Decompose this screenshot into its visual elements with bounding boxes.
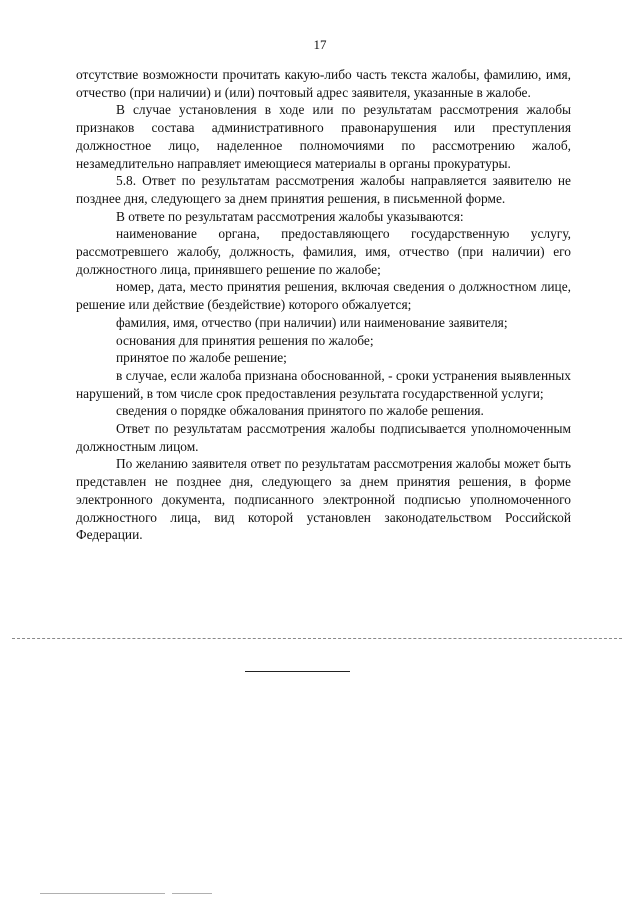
list-item-grounds: основания для принятия решения по жалобе; bbox=[116, 332, 374, 348]
paragraph-4: В ответе по результатам рассмотрения жалобы указываются: bbox=[116, 208, 464, 224]
page-number: 17 bbox=[313, 37, 327, 52]
list-item-authority: наименование органа, предоставляющего государственную услугу, рассмотревшего жалобу, должность, фамилия, имя, отчество (при наличии) его должностного лица, принявшего решение по жалобе; bbox=[76, 226, 571, 277]
list-item-applicant: фамилия, имя, отчество (при наличии) или наименование заявителя; bbox=[116, 314, 508, 330]
document-body bbox=[76, 66, 571, 544]
paragraph-3: 5.8. Ответ по результатам рассмотрения жалобы направляется заявителю не позднее дня, следующего за днем принятия решения, в письменной форме. bbox=[76, 173, 571, 206]
scan-dashed-line bbox=[12, 638, 622, 639]
paragraph-2: В случае установления в ходе или по результатам рассмотрения жалобы признаков состава административного правонарушения или преступления должностное лицо, наделенное полномочиями по рассмотрению жалоб, незамедлительно направляет имеющиеся материалы в органы прокуратуры. bbox=[76, 102, 571, 171]
list-item-decision: принятое по жалобе решение; bbox=[116, 350, 287, 366]
end-of-text-rule bbox=[245, 671, 350, 672]
list-item-appeal-procedure: сведения о порядке обжалования принятого по жалобе решения. bbox=[116, 403, 484, 419]
paragraph-signature: Ответ по результатам рассмотрения жалобы подписывается уполномоченным должностным лицом. bbox=[76, 421, 571, 454]
paragraph-electronic-form: По желанию заявителя ответ по результатам рассмотрения жалобы может быть представлен не позднее дня, следующего за днем принятия решения, в форме электронного документа, подписанного электронной подписью уполномоченного должностного лица, вид которой установлен законодательством Российской Федерации. bbox=[76, 456, 571, 543]
list-item-remedy-terms: в случае, если жалоба признана обоснованной, - сроки устранения выявленных нарушений, в том числе срок предоставления результата государственной услуги; bbox=[76, 367, 571, 401]
paragraph-1: отсутствие возможности прочитать какую-либо часть текста жалобы, фамилию, имя, отчество (при наличии) и (или) почтовый адрес заявителя, указанные в жалобе. bbox=[76, 67, 571, 100]
footer-rule-left bbox=[40, 893, 165, 894]
footer-rule-right bbox=[172, 893, 212, 894]
list-item-decision-details: номер, дата, место принятия решения, включая сведения о должностном лице, решение или действие (бездействие) которого обжалуется; bbox=[76, 279, 571, 313]
